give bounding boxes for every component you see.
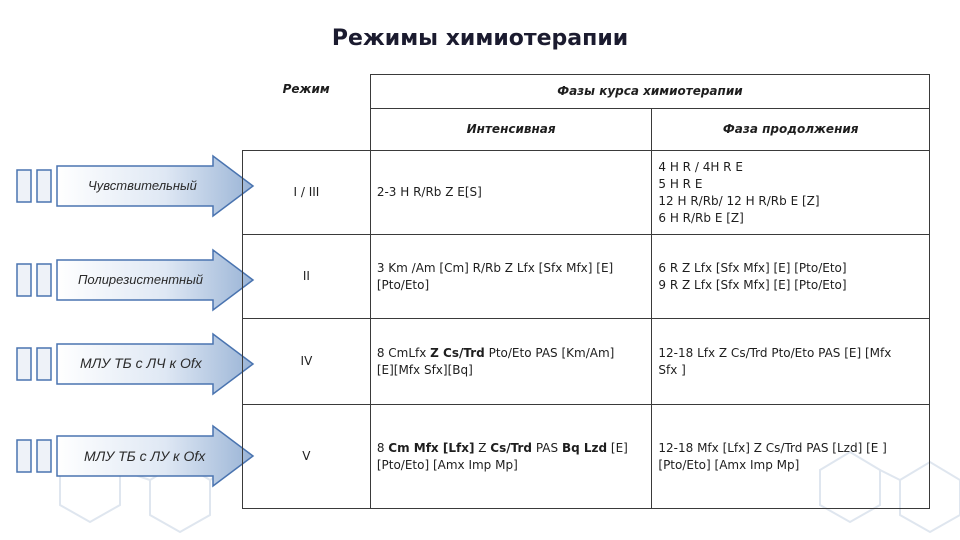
row-label-mdr-res-ofx: МЛУ ТБ с ЛУ к Ofx: [84, 448, 206, 464]
page-title: Режимы химиотерапии: [331, 26, 629, 51]
continuation-line: Sfx ]: [658, 362, 686, 377]
table-row: [243, 151, 930, 235]
continuation-line: 5 H R E: [658, 176, 703, 191]
continuation-line: 12-18 Mfx [Lfx] Z Cs/Trd PAS [Lzd] [E ]: [658, 440, 887, 455]
row-label-mdr-sens-ofx: МЛУ ТБ с ЛЧ к Ofx: [80, 355, 202, 371]
continuation-cell: [652, 319, 930, 405]
row-label-polyresistant: Полирезистентный: [78, 272, 204, 287]
drug-text-bold: Cs/Trd: [490, 440, 533, 455]
intensive-cell: [370, 151, 652, 235]
header-continuation: Фаза продолжения: [652, 109, 930, 151]
continuation-cell: [652, 235, 930, 319]
drug-text: PAS: [532, 440, 562, 455]
table-row: [243, 319, 930, 405]
regime-cell: I / III: [243, 151, 371, 235]
intensive-line: [377, 440, 646, 457]
intensive-cell: [370, 405, 652, 509]
drug-text: Pto/Eto PAS [Km/Am]: [484, 345, 615, 360]
continuation-line: 12-18 Lfx Z Cs/Trd Pto/Eto PAS [E] [Mfx: [658, 345, 892, 360]
drug-text: 8: [376, 440, 389, 455]
regime-cell: V: [243, 405, 371, 509]
continuation-line: 12 H R/Rb/ 12 H R/Rb E [Z]: [658, 193, 820, 208]
continuation-line: 4 H R / 4H R E: [658, 159, 743, 174]
drug-text-bold: Bq Lzd: [561, 440, 608, 455]
drug-text-bold: Z Cs/Trd: [430, 345, 485, 360]
row-label-sensitive: Чувствительный: [88, 178, 197, 193]
intensive-line: [Pto/Eto]: [376, 277, 430, 292]
table-row: [243, 235, 930, 319]
header-regime: Режим: [243, 75, 371, 151]
intensive-line: [E][Mfx Sfx][Bq]: [376, 362, 473, 377]
intensive-line: 2-3 H R/Rb Z E[S]: [376, 185, 482, 199]
intensive-cell: [370, 319, 652, 405]
table-row: [243, 405, 930, 509]
continuation-line: [Pto/Eto] [Amx Imp Mp]: [658, 457, 800, 472]
intensive-line: [Pto/Eto] [Amx Imp Mp]: [376, 457, 518, 472]
drug-text: Z: [474, 440, 491, 455]
intensive-line: 3 Km /Am [Cm] R/Rb Z Lfx [Sfx Mfx] [E]: [376, 260, 614, 275]
continuation-line: 9 R Z Lfx [Sfx Mfx] [E] [Pto/Eto]: [658, 277, 847, 292]
regime-cell: IV: [243, 319, 371, 405]
header-phases: Фазы курса химиотерапии: [370, 75, 929, 109]
regime-cell: II: [243, 235, 371, 319]
drug-text: 8 CmLfx: [376, 345, 431, 360]
continuation-cell: [652, 405, 930, 509]
continuation-line: 6 R Z Lfx [Sfx Mfx] [E] [Pto/Eto]: [658, 260, 847, 275]
drug-text-bold: Cm Mfx [Lfx]: [388, 440, 475, 455]
regimens-table: [242, 74, 930, 509]
header-intensive: Интенсивная: [370, 109, 652, 151]
continuation-cell: [652, 151, 930, 235]
intensive-cell: [370, 235, 652, 319]
table-header-row: [243, 75, 930, 109]
intensive-line: [377, 345, 646, 362]
continuation-line: 6 H R/Rb E [Z]: [658, 210, 744, 225]
drug-text: [E]: [607, 440, 628, 455]
